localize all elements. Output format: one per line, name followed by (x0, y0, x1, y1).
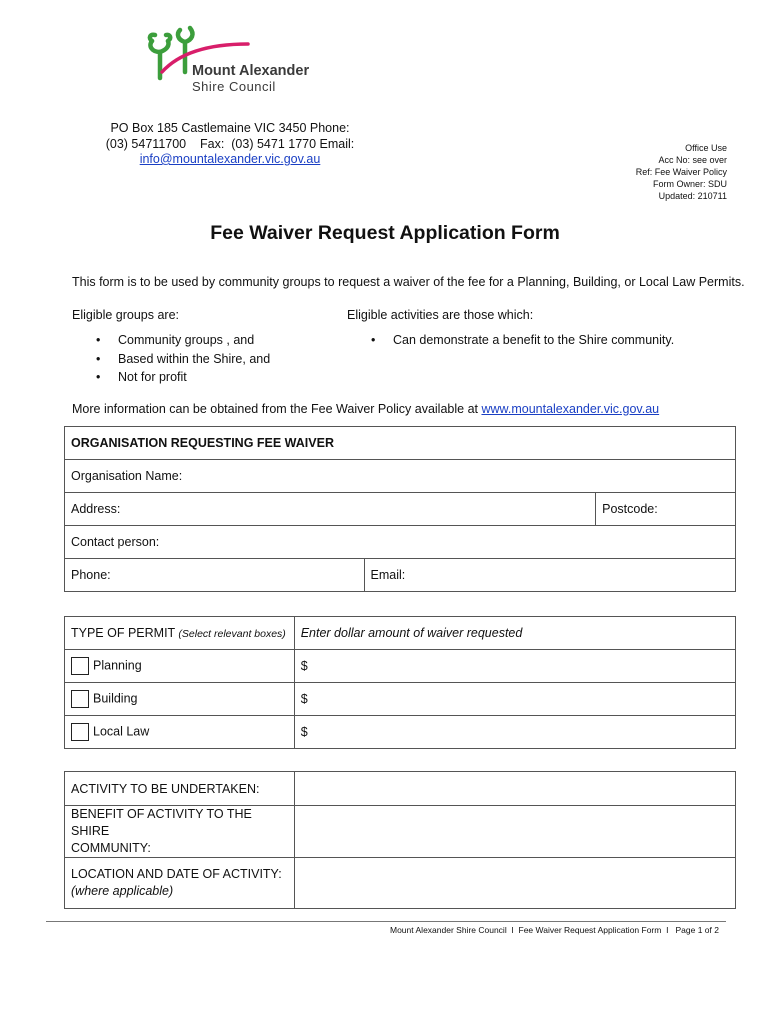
website-link[interactable]: www.mountalexander.vic.gov.au (481, 402, 660, 416)
organisation-name-field[interactable]: Organisation Name: (65, 460, 736, 493)
building-amount-field[interactable]: $ (294, 683, 735, 716)
email-field[interactable]: Email: (364, 559, 735, 592)
location-label-line: LOCATION AND DATE OF ACTIVITY: (71, 867, 282, 881)
more-info-label: More information can be obtained from the Fee Waiver Policy available at (72, 402, 482, 416)
office-updated: Updated: 210711 (658, 191, 727, 201)
intro-text: This form is to be used by community groups to request a waiver of the fee for a Planning, Building, or Local Law Permits. (72, 275, 745, 289)
permit-table (64, 616, 736, 749)
footer-divider (46, 921, 726, 922)
logo-subtitle: Shire Council (192, 79, 276, 94)
office-use-label: Office Use (685, 143, 727, 153)
eligible-activities-heading: Eligible activities are those which: (347, 308, 534, 322)
eligible-groups-list (96, 331, 270, 387)
office-use-block (560, 142, 727, 202)
activity-field[interactable] (294, 772, 735, 806)
list-item: • Community groups , and (96, 331, 270, 350)
phone-field[interactable]: Phone: (65, 559, 365, 592)
contact-person-field[interactable]: Contact person: (65, 526, 736, 559)
council-address (100, 121, 360, 168)
list-item: • Can demonstrate a benefit to the Shire community. (371, 331, 674, 350)
building-checkbox[interactable] (71, 690, 89, 708)
benefit-label-line-2: COMMUNITY: (71, 841, 151, 855)
address-line-2: (03) 54711700 Fax: (03) 5471 1770 Email: (105, 136, 355, 151)
organisation-section-header: ORGANISATION REQUESTING FEE WAIVER (65, 427, 736, 460)
permit-label: Local Law (93, 724, 150, 739)
more-info-text (72, 402, 659, 416)
planning-checkbox[interactable] (71, 657, 89, 675)
organisation-table (64, 426, 736, 592)
planning-amount-field[interactable]: $ (294, 650, 735, 683)
list-item: • Based within the Shire, and (96, 350, 270, 369)
local-law-amount-field[interactable]: $ (294, 716, 735, 749)
page-footer: Mount Alexander Shire Council I Fee Waiver Request Application Form I Page 1 of 2 (390, 925, 719, 935)
eligible-activities-list (371, 331, 674, 350)
local-law-checkbox[interactable] (71, 723, 89, 741)
amount-header: Enter dollar amount of waiver requested (294, 617, 735, 650)
permit-type-header (65, 617, 295, 650)
benefit-field[interactable] (294, 806, 735, 858)
permit-type-note: (Select relevant boxes) (178, 628, 286, 640)
permit-row-building (65, 683, 295, 716)
benefit-label (65, 806, 295, 858)
activity-label: ACTIVITY TO BE UNDERTAKEN: (65, 772, 295, 806)
office-ref: Ref: Fee Waiver Policy (635, 167, 727, 177)
form-title: Fee Waiver Request Application Form (210, 222, 560, 244)
location-field[interactable] (294, 858, 735, 909)
permit-label: Building (93, 691, 138, 706)
permit-row-local-law (65, 716, 295, 749)
activity-table (64, 771, 736, 909)
email-link[interactable]: info@mountalexander.vic.gov.au (139, 152, 321, 166)
benefit-label-line-1: BENEFIT OF ACTIVITY TO THE SHIRE (71, 807, 252, 838)
list-item: • Not for profit (96, 368, 270, 387)
location-label (65, 858, 295, 909)
eligible-groups-heading: Eligible groups are: (72, 308, 180, 322)
office-acc-no: Acc No: see over (658, 155, 727, 165)
office-form-owner: Form Owner: SDU (652, 179, 727, 189)
permit-label: Planning (93, 658, 142, 673)
logo-name: Mount Alexander (192, 63, 310, 79)
address-line-1: PO Box 185 Castlemaine VIC 3450 Phone: (110, 121, 350, 135)
permit-row-planning (65, 650, 295, 683)
location-note: (where applicable) (71, 884, 174, 898)
postcode-field[interactable]: Postcode: (596, 493, 736, 526)
council-logo (140, 22, 330, 94)
permit-type-label: TYPE OF PERMIT (71, 626, 179, 640)
address-field[interactable]: Address: (65, 493, 596, 526)
